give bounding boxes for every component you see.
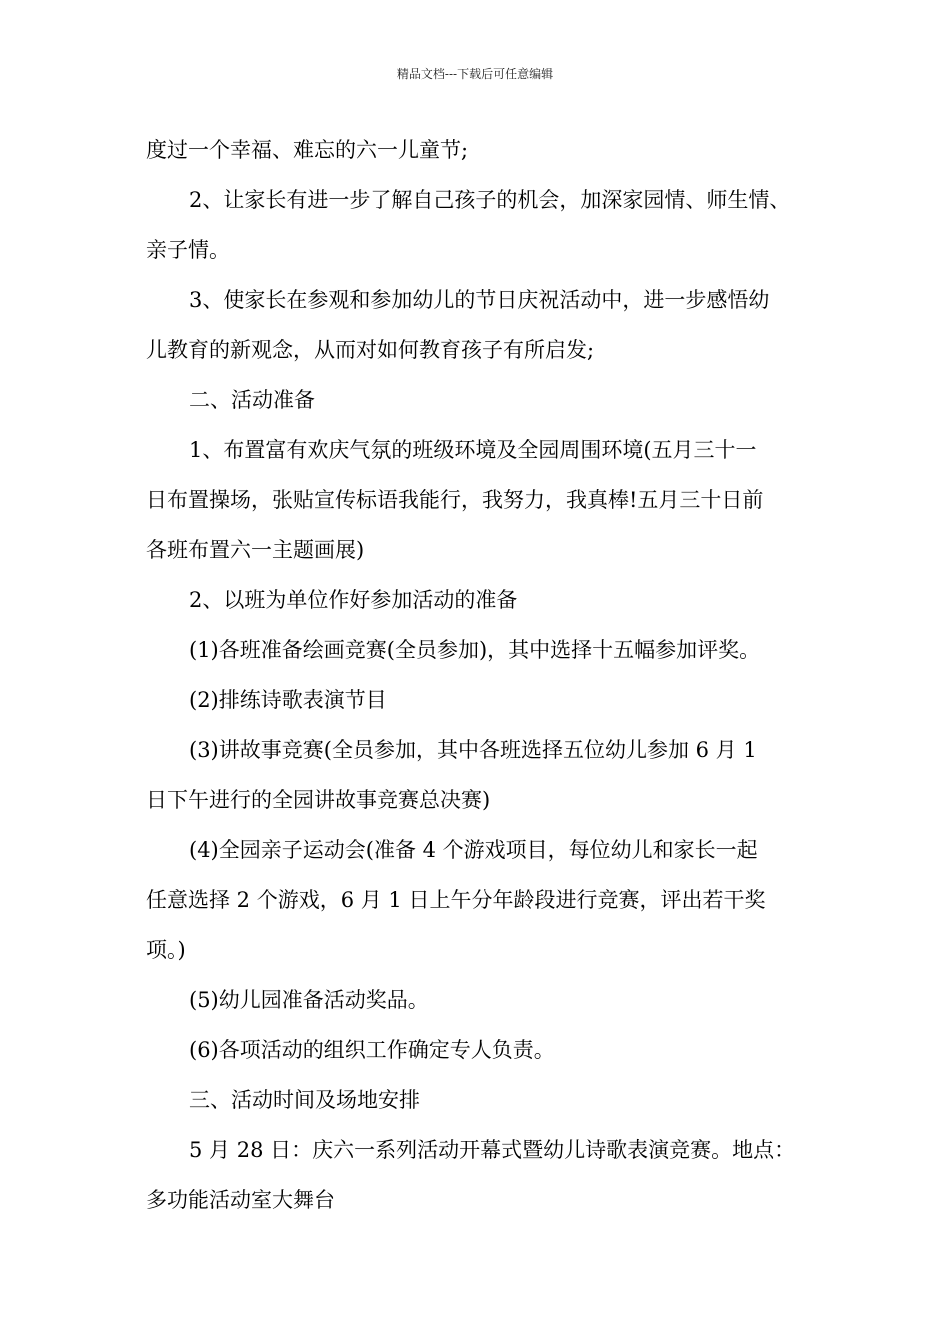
body-line-2: 2、让家长有进一步了解自己孩子的机会，加深家园情、师生情、	[189, 188, 791, 212]
section-heading-2: 二、活动准备	[189, 388, 315, 412]
body-line-12: (2)排练诗歌表演节目	[189, 688, 387, 712]
body-line-13: (3)讲故事竞赛(全员参加，其中各班选择五位幼儿参加 6 月 1	[189, 738, 757, 762]
body-line-14: 日下午进行的全园讲故事竞赛总决赛)	[146, 788, 491, 812]
body-line-3: 亲子情。	[146, 238, 230, 262]
body-line-11: (1)各班准备绘画竞赛(全员参加)，其中选择十五幅参加评奖。	[189, 638, 761, 662]
body-line-8: 日布置操场，张贴宣传标语我能行，我努力，我真棒!五月三十日前	[146, 488, 764, 512]
body-line-18: (5)幼儿园准备活动奖品。	[189, 988, 429, 1012]
body-line-4: 3、使家长在参观和参加幼儿的节日庆祝活动中，进一步感悟幼	[189, 288, 770, 312]
page-header: 精品文档---下载后可任意编辑	[396, 67, 554, 81]
body-line-16: 任意选择 2 个游戏，6 月 1 日上午分年龄段进行竞赛，评出若干奖	[146, 888, 766, 912]
body-line-17: 项。)	[146, 938, 186, 962]
body-line-5: 儿教育的新观念，从而对如何教育孩子有所启发;	[146, 338, 595, 362]
body-line-9: 各班布置六一主题画展)	[146, 538, 365, 562]
body-line-7: 1、布置富有欢庆气氛的班级环境及全园周围环境(五月三十一	[189, 438, 757, 462]
body-line-21: 5 月 28 日：庆六一系列活动开幕式暨幼儿诗歌表演竞赛。地点：	[189, 1138, 796, 1162]
section-heading-3: 三、活动时间及场地安排	[189, 1088, 420, 1112]
body-line-1: 度过一个幸福、难忘的六一儿童节;	[146, 138, 469, 162]
body-line-19: (6)各项活动的组织工作确定专人负责。	[189, 1038, 555, 1062]
body-line-15: (4)全园亲子运动会(准备 4 个游戏项目，每位幼儿和家长一起	[189, 838, 758, 862]
body-line-10: 2、以班为单位作好参加活动的准备	[189, 588, 518, 612]
body-line-22: 多功能活动室大舞台	[146, 1188, 335, 1212]
